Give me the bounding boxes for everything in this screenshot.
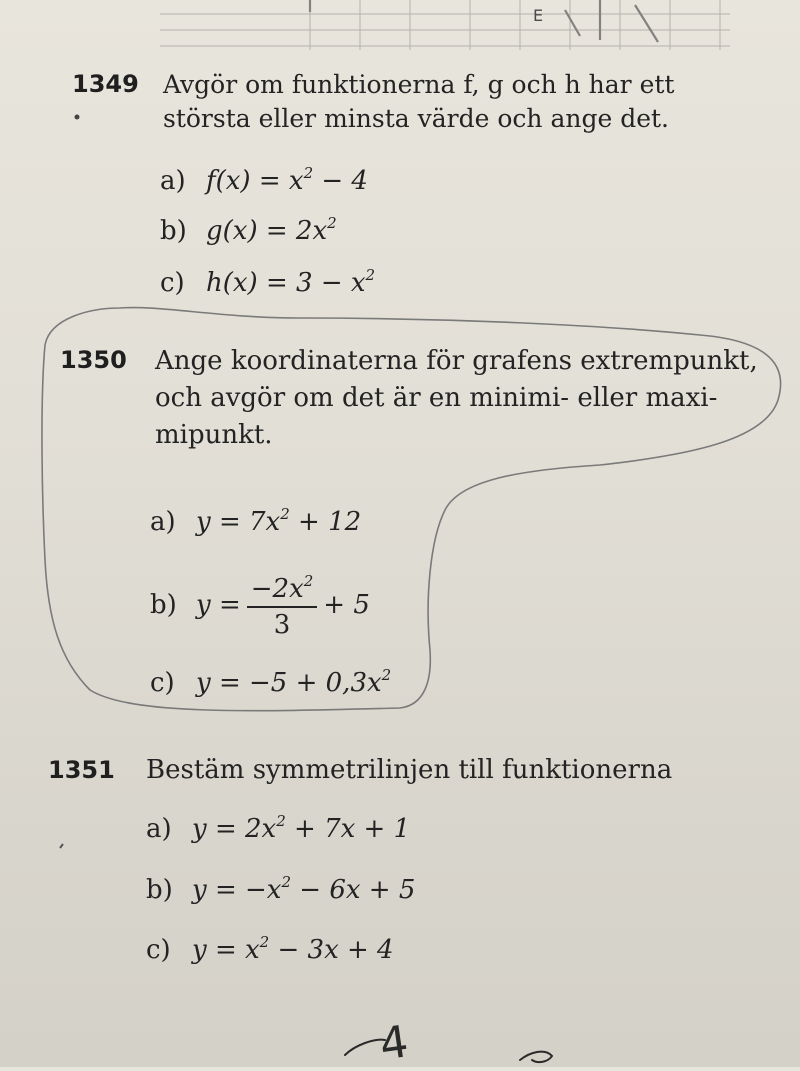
exponent-2: 2 — [381, 666, 392, 684]
exponent-2: 2 — [327, 214, 337, 232]
item-expression: $g(x) = 2x^2$ — [206, 214, 337, 246]
item-expression-rhs: + 5 — [323, 590, 370, 620]
exponent-2: 2 — [276, 812, 286, 830]
item-label: c) — [160, 268, 185, 298]
item-label: a) — [146, 814, 172, 844]
item-expression: $y = 2x^2 + 7x + 1$ — [192, 812, 411, 844]
item-label: a) — [160, 166, 186, 196]
item-expression: $h(x) = 3 - x^2$ — [206, 266, 376, 298]
exponent-2: 2 — [365, 266, 376, 284]
fraction-denominator: 3 — [273, 610, 291, 640]
exponent-2: 2 — [281, 873, 291, 891]
exponent-2: 2 — [303, 164, 314, 182]
problem-text-line: Bestäm symmetrilinjen till funktionerna — [146, 755, 673, 785]
grid-letter: E — [533, 6, 544, 25]
problem-number-1349: 1349 — [72, 70, 139, 98]
handwritten-digit: 4 — [376, 1016, 412, 1071]
item-expression: $y = -x^2 - 6x + 5$ — [192, 873, 416, 905]
item-label: a) — [150, 507, 176, 537]
item-expression: $y = x^2 - 3x + 4$ — [192, 933, 394, 965]
problem-number-1350: 1350 — [60, 346, 127, 374]
problem-text-line: Avgör om funktionerna f, g och h har ett — [163, 70, 675, 99]
item-expression: $y = 7x^2 + 12$ — [196, 505, 362, 537]
fraction-numerator: $-2x^2$ — [247, 572, 318, 608]
problem-text-line: mipunkt. — [155, 420, 273, 450]
item-label: b) — [150, 590, 177, 620]
problem-text-line: Ange koordinaterna för grafens extrempunkt, — [155, 346, 758, 376]
item-expression: $f(x) = x^2 - 4$ — [206, 164, 368, 196]
problem-number-1351: 1351 — [48, 756, 115, 784]
exponent-2: 2 — [303, 572, 314, 590]
exponent-2: 2 — [259, 933, 270, 951]
item-expression: $y = -5 + 0,3x^2$ — [196, 666, 392, 698]
item-label: b) — [160, 216, 187, 246]
item-label: c) — [146, 935, 171, 965]
problem-text-line: största eller minsta värde och ange det. — [163, 104, 669, 133]
item-label: b) — [146, 875, 173, 905]
exponent-2: 2 — [280, 505, 290, 523]
item-label: c) — [150, 668, 175, 698]
item-expression-lhs: y = — [196, 590, 241, 620]
problem-text-line: och avgör om det är en minimi- eller maxi- — [155, 383, 718, 413]
